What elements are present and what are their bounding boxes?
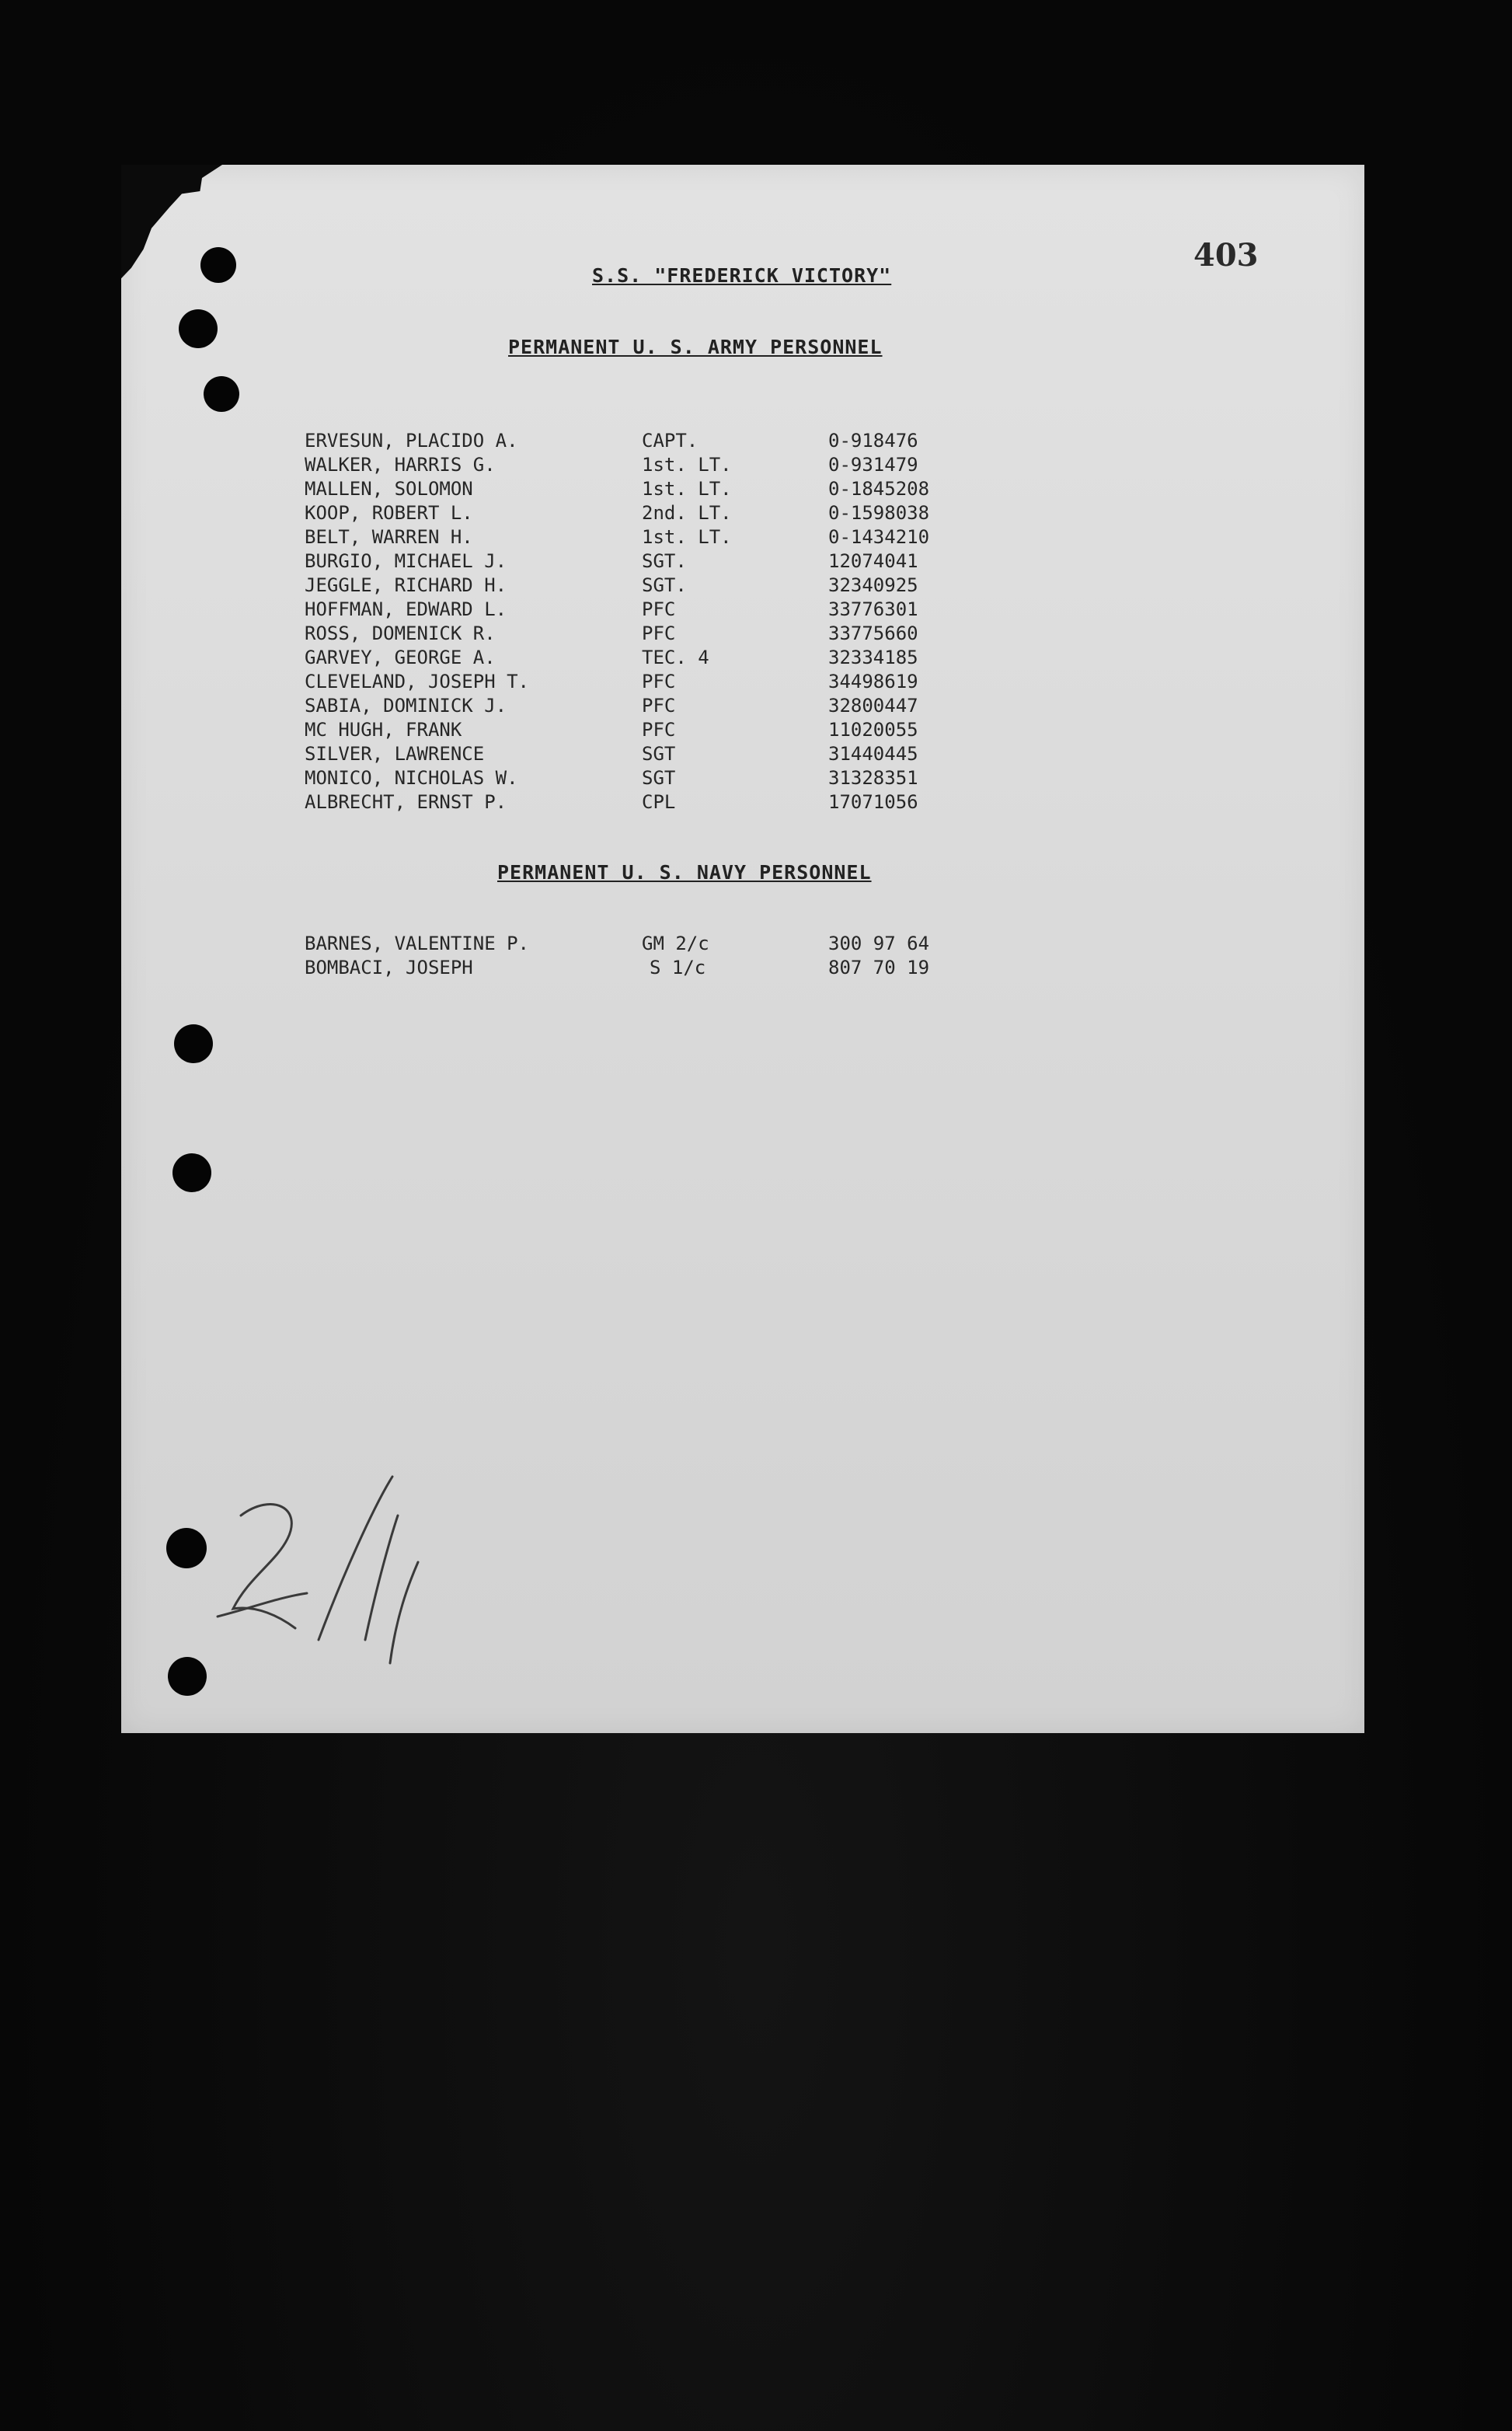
person-name: ERVESUN, PLACIDO A. — [305, 430, 518, 452]
person-serial: 0-1845208 — [828, 478, 930, 500]
person-rank: S 1/c — [650, 957, 706, 978]
person-name: SILVER, LAWRENCE — [305, 743, 485, 765]
person-rank: 1st. LT. — [642, 478, 732, 500]
person-name: MONICO, NICHOLAS W. — [305, 767, 518, 789]
navy-section-heading: PERMANENT U. S. NAVY PERSONNEL — [497, 861, 872, 884]
person-name: GARVEY, GEORGE A. — [305, 647, 496, 668]
person-rank: 1st. LT. — [642, 454, 732, 476]
person-name: JEGGLE, RICHARD H. — [305, 574, 507, 596]
punch-hole — [204, 376, 239, 412]
person-rank: PFC — [642, 695, 676, 717]
person-serial: 32800447 — [828, 695, 918, 717]
person-serial: 11020055 — [828, 719, 918, 741]
person-name: BOMBACI, JOSEPH — [305, 957, 473, 978]
person-name: WALKER, HARRIS G. — [305, 454, 496, 476]
person-serial: 31328351 — [828, 767, 918, 789]
punch-hole — [174, 1024, 213, 1063]
person-serial: 34498619 — [828, 671, 918, 692]
person-serial: 32340925 — [828, 574, 918, 596]
person-rank: TEC. 4 — [642, 647, 709, 668]
person-serial: 0-1598038 — [828, 502, 930, 524]
person-name: SABIA, DOMINICK J. — [305, 695, 507, 717]
person-serial: 17071056 — [828, 791, 918, 813]
person-serial: 0-918476 — [828, 430, 918, 452]
person-rank: PFC — [642, 719, 676, 741]
punch-hole — [179, 309, 218, 348]
person-rank: PFC — [642, 598, 676, 620]
person-rank: SGT — [642, 743, 676, 765]
person-serial: 807 70 19 — [828, 957, 930, 978]
person-name: MC HUGH, FRANK — [305, 719, 462, 741]
person-serial: 33775660 — [828, 623, 918, 644]
person-name: CLEVELAND, JOSEPH T. — [305, 671, 529, 692]
person-name: BARNES, VALENTINE P. — [305, 933, 529, 954]
person-serial: 32334185 — [828, 647, 918, 668]
person-rank: SGT. — [642, 574, 687, 596]
ship-title: S.S. "FREDERICK VICTORY" — [592, 264, 892, 287]
person-serial: 0-931479 — [828, 454, 918, 476]
person-serial: 31440445 — [828, 743, 918, 765]
punch-hole — [172, 1153, 211, 1192]
person-name: ALBRECHT, ERNST P. — [305, 791, 507, 813]
person-name: KOOP, ROBERT L. — [305, 502, 473, 524]
person-rank: PFC — [642, 623, 676, 644]
person-rank: CAPT. — [642, 430, 699, 452]
person-serial: 33776301 — [828, 598, 918, 620]
person-rank: GM 2/c — [642, 933, 709, 954]
person-serial: 0-1434210 — [828, 526, 930, 548]
person-rank: PFC — [642, 671, 676, 692]
person-rank: CPL — [642, 791, 676, 813]
person-serial: 300 97 64 — [828, 933, 930, 954]
person-name: BELT, WARREN H. — [305, 526, 473, 548]
person-name: ROSS, DOMENICK R. — [305, 623, 496, 644]
person-rank: 2nd. LT. — [642, 502, 732, 524]
handwritten-mark — [186, 1461, 544, 1741]
person-serial: 12074041 — [828, 550, 918, 572]
army-section-heading: PERMANENT U. S. ARMY PERSONNEL — [508, 336, 883, 358]
person-rank: 1st. LT. — [642, 526, 732, 548]
person-name: HOFFMAN, EDWARD L. — [305, 598, 507, 620]
person-rank: SGT. — [642, 550, 687, 572]
punch-hole — [200, 247, 236, 283]
person-name: BURGIO, MICHAEL J. — [305, 550, 507, 572]
person-name: MALLEN, SOLOMON — [305, 478, 473, 500]
person-rank: SGT — [642, 767, 676, 789]
page-number: 403 — [1193, 237, 1259, 274]
